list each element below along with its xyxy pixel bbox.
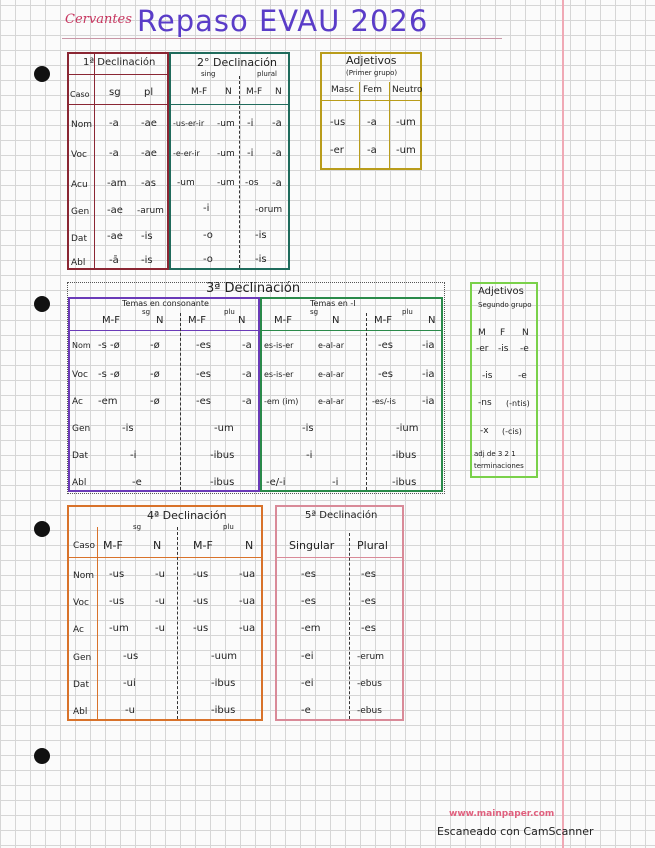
decl3-i-mf-sg: -em (im) <box>264 397 299 406</box>
decl1-case: Gen <box>71 207 90 217</box>
decl3-h-n: N <box>238 315 246 326</box>
decl3-i-mf-sg: es-is-er <box>264 370 294 379</box>
adj2-h-m: M <box>478 328 486 338</box>
adj1-title: Adjetivos <box>346 54 397 67</box>
decl4-case: Voc <box>73 598 89 608</box>
binder-hole <box>34 296 50 312</box>
decl3-i-stem-group <box>260 297 443 492</box>
decl2-pl-label: plural <box>257 70 277 78</box>
decl3-i-mf-pl: -ium <box>396 423 419 434</box>
decl3-cons-n-sg: -is <box>122 423 134 434</box>
decl1-table <box>67 52 169 270</box>
decl1-case: Voc <box>71 150 87 160</box>
adj2-note: adj de 3 2 1 <box>474 450 516 458</box>
decl3-cons-n-sg: -ø <box>150 340 160 351</box>
decl3-i-mf-pl: -es <box>378 340 393 351</box>
adj1-neutro: -um <box>396 117 416 128</box>
decl1-case: Abl <box>71 258 86 268</box>
decl2-mf-pl: -os <box>245 178 259 188</box>
decl3-cons-mf-pl: -es <box>196 340 211 351</box>
decl4-case: Gen <box>73 653 92 663</box>
decl4-case: Dat <box>73 680 89 690</box>
decl3-sg-label: sg <box>142 308 151 316</box>
decl4-title: 4ª Declinación <box>147 509 227 522</box>
decl3-h-mf: M-F <box>188 315 206 326</box>
decl4-h-n: N <box>153 539 162 552</box>
binder-hole <box>34 66 50 82</box>
decl4-h-mf: M-F <box>103 539 123 552</box>
decl4-n-sg: -us <box>123 651 139 662</box>
decl3-cons-n-pl: -a <box>242 369 252 380</box>
decl1-col-caso: Caso <box>70 90 90 99</box>
decl2-n-pl: -is <box>255 254 267 265</box>
decl4-mf-sg: -um <box>109 623 129 634</box>
decl2-mf-sg: -e-er-ir <box>173 149 200 158</box>
decl3-case: Gen <box>72 424 91 434</box>
adj1-h-fem: Fem <box>363 85 382 95</box>
decl1-sg-cell: -a <box>109 148 119 159</box>
adj2-cell: -e <box>520 344 529 354</box>
decl3-h-mf: M-F <box>374 315 392 326</box>
decl4-mf-sg: -us <box>109 596 125 607</box>
decl2-sg-label: sing <box>201 70 216 78</box>
decl5-sing: -e <box>301 705 311 716</box>
adj1-fem: -a <box>367 145 377 156</box>
decl3-cons-mf-pl: -ibus <box>210 450 235 461</box>
decl2-h-n: N <box>225 87 232 97</box>
decl3-i-n-sg: -is <box>302 423 314 434</box>
adj1-h-masc: Masc <box>331 85 354 95</box>
decl3-i-n-pl: -ia <box>422 340 435 351</box>
decl2-n-sg: -um <box>217 119 235 129</box>
decl3-cons-n-sg: -ø <box>150 369 160 380</box>
decl4-h-n: N <box>245 539 254 552</box>
decl3-cons-n-sg: -ø <box>150 396 160 407</box>
decl2-h-mf2: M-F <box>246 87 263 97</box>
decl3-i-n-sg: e-al-ar <box>318 341 345 350</box>
decl1-sg-cell: -a <box>109 118 119 129</box>
adj2-cell: (-ntis) <box>506 399 530 408</box>
decl1-pl-cell: -ae <box>141 118 157 129</box>
adj2-cell: -ns <box>478 398 492 408</box>
decl4-mf-pl: -us <box>193 596 209 607</box>
binder-hole <box>34 748 50 764</box>
decl3-i-mf-sg: -e/-i <box>266 477 286 488</box>
decl3-h-n: N <box>332 315 340 326</box>
adj2-cell: -is <box>482 371 493 381</box>
decl4-n-sg: -u <box>125 705 135 716</box>
decl4-mf-pl: -us <box>193 569 209 580</box>
decl3-cons-mf-pl: -es <box>196 396 211 407</box>
decl3-case: Voc <box>72 370 88 380</box>
adj1-h-neutro: Neutro <box>392 85 423 95</box>
adj2-h-n: N <box>522 328 529 338</box>
decl4-case: Nom <box>73 571 95 581</box>
decl4-mf-pl: -ibus <box>211 705 236 716</box>
decl3-plu-label: plu <box>224 308 235 316</box>
decl5-table <box>275 505 404 721</box>
decl5-h-sing: Singular <box>289 539 335 552</box>
decl4-n-pl: -ua <box>239 596 256 607</box>
decl5-plural: -erum <box>357 652 384 662</box>
decl4-h-mf: M-F <box>193 539 213 552</box>
decl3-cons-mf-sg: -s -ø <box>98 340 120 351</box>
decl4-n-sg: -u <box>155 569 165 580</box>
decl5-plural: -ebus <box>357 706 382 716</box>
decl3-case: Nom <box>72 341 91 350</box>
decl2-n-pl: -a <box>272 178 282 189</box>
decl3-cons-mf-pl: -ibus <box>210 477 235 488</box>
decl1-pl-cell: -is <box>141 231 153 242</box>
decl5-plural: -es <box>361 596 376 607</box>
adj1-masc: -er <box>330 145 344 156</box>
decl3-h-mf: M-F <box>102 315 120 326</box>
decl2-table <box>169 52 290 270</box>
decl2-n-sg: -o <box>203 254 213 265</box>
adj2-cell: -x <box>480 426 489 436</box>
decl4-case: Abl <box>73 707 88 717</box>
brand-logo: Cervantes <box>65 12 132 27</box>
decl3-table <box>67 282 445 494</box>
decl3-cons-n-sg: -e <box>132 477 142 488</box>
decl2-n-sg: -i <box>203 203 210 214</box>
decl3-i-mf-pl: -ibus <box>392 450 417 461</box>
decl3-consonant-group <box>68 297 260 492</box>
decl4-mf-pl: -us <box>193 623 209 634</box>
decl4-n-sg: -u <box>155 596 165 607</box>
decl2-mf-sg: -um <box>177 178 195 188</box>
decl3-sg-label: sg <box>310 308 319 316</box>
adj2-subtitle: Segundo grupo <box>478 301 532 309</box>
decl3-i-n-sg: e-al-ar <box>318 397 345 406</box>
decl3-i-mf-sg: es-is-er <box>264 341 294 350</box>
decl3-i-n-sg: -i <box>332 477 339 488</box>
decl2-title: 2° Declinación <box>197 56 277 69</box>
adj1-subtitle: (Primer grupo) <box>346 69 398 77</box>
decl2-mf-pl: -i <box>247 148 254 159</box>
decl1-pl-cell: -is <box>141 255 153 266</box>
adj2-cell: (-cis) <box>502 427 522 436</box>
margin-line <box>562 0 564 848</box>
footer-scan-label: Escaneado con CamScanner <box>437 825 594 838</box>
decl1-sg-cell: -ae <box>107 231 123 242</box>
decl2-n-sg: -um <box>217 149 235 159</box>
decl1-sg-cell: -ae <box>107 205 123 216</box>
decl3-cons-mf-pl: -um <box>214 423 234 434</box>
decl5-sing: -es <box>301 596 316 607</box>
decl2-mf-pl: -i <box>247 118 254 129</box>
decl3-title: 3ª Declinación <box>206 281 301 296</box>
decl1-case: Dat <box>71 234 87 244</box>
adj2-box <box>470 282 538 478</box>
decl2-mf-sg: -us-er-ir <box>173 119 205 128</box>
adj1-neutro: -um <box>396 145 416 156</box>
decl3-cons-n-pl: -a <box>242 340 252 351</box>
decl5-h-plural: Plural <box>357 539 388 552</box>
decl3-case: Dat <box>72 451 88 461</box>
decl3-i-mf-pl: -es <box>378 369 393 380</box>
decl3-temas-i: Temas en -I <box>310 299 356 308</box>
adj1-fem: -a <box>367 117 377 128</box>
decl3-case: Abl <box>72 478 87 488</box>
decl3-case: Ac <box>72 397 83 407</box>
decl3-cons-n-pl: -a <box>242 396 252 407</box>
decl3-cons-n-sg: -i <box>130 450 137 461</box>
adj2-cell: -e <box>518 371 527 381</box>
decl4-mf-pl: -ibus <box>211 678 236 689</box>
decl4-n-pl: -ua <box>239 623 256 634</box>
adj2-title: Adjetivos <box>478 286 524 297</box>
decl4-plu-label: plu <box>223 523 234 531</box>
decl5-sing: -em <box>301 623 321 634</box>
decl2-h-mf: M-F <box>191 87 208 97</box>
decl3-h-n: N <box>428 315 436 326</box>
decl4-mf-sg: -us <box>109 569 125 580</box>
decl1-col-pl: pl <box>144 87 154 98</box>
decl2-n-pl: -a <box>272 148 282 159</box>
decl5-plural: -es <box>361 569 376 580</box>
decl3-i-n-sg: -i <box>306 450 313 461</box>
decl3-i-n-pl: -ia <box>422 369 435 380</box>
decl4-case: Ac <box>73 625 84 635</box>
decl3-cons-mf-sg: -s -ø <box>98 369 120 380</box>
page-title: Repaso EVAU 2026 <box>137 4 429 38</box>
decl5-plural: -es <box>361 623 376 634</box>
decl1-sg-cell: -am <box>107 178 127 189</box>
decl3-i-n-pl: -ia <box>422 396 435 407</box>
decl2-n-sg: -o <box>203 230 213 241</box>
adj1-masc: -us <box>330 117 346 128</box>
decl3-cons-mf-sg: -em <box>98 396 118 407</box>
footer-url: www.mainpaper.com <box>449 809 555 819</box>
decl3-i-mf-pl: -ibus <box>392 477 417 488</box>
adj2-cell: -er <box>476 344 489 354</box>
decl1-pl-cell: -arum <box>137 206 164 216</box>
decl5-title: 5ª Declinación <box>305 510 378 521</box>
decl3-i-mf-pl: -es/-is <box>372 397 396 406</box>
decl3-cons-mf-pl: -es <box>196 369 211 380</box>
decl1-col-sg: sg <box>109 87 121 98</box>
decl1-sg-cell: -ā <box>109 255 119 266</box>
decl3-plu-label: plu <box>402 308 413 316</box>
decl5-sing: -ei <box>301 651 314 662</box>
decl2-h-n2: N <box>275 87 282 97</box>
adj2-h-f: F <box>500 328 506 338</box>
decl5-sing: -es <box>301 569 316 580</box>
decl4-sg-label: sg <box>133 523 142 531</box>
decl3-h-n: N <box>156 315 164 326</box>
decl1-pl-cell: -as <box>141 178 156 189</box>
decl1-title: 1ª Declinación <box>83 57 156 68</box>
decl1-pl-cell: -ae <box>141 148 157 159</box>
decl2-n-sg: -um <box>217 178 235 188</box>
decl4-h-caso: Caso <box>73 541 95 551</box>
decl1-case: Acu <box>71 180 88 190</box>
adj1-table <box>320 52 422 170</box>
decl4-table <box>67 505 263 721</box>
decl1-case: Nom <box>71 120 93 130</box>
decl4-n-sg: -ui <box>123 678 136 689</box>
decl2-n-pl: -orum <box>255 205 283 215</box>
decl5-sing: -ei <box>301 678 314 689</box>
decl4-mf-pl: -uum <box>211 651 238 662</box>
decl4-n-pl: -ua <box>239 569 256 580</box>
decl5-plural: -ebus <box>357 679 382 689</box>
adj2-note: terminaciones <box>474 462 524 470</box>
adj2-cell: -is <box>498 344 509 354</box>
title-underline <box>62 38 502 39</box>
decl3-i-n-sg: e-al-ar <box>318 370 345 379</box>
decl3-h-mf: M-F <box>274 315 292 326</box>
decl2-n-pl: -a <box>272 118 282 129</box>
decl2-n-pl: -is <box>255 230 267 241</box>
decl3-temas-cons: Temas en consonante <box>122 299 209 308</box>
binder-hole <box>34 521 50 537</box>
decl4-n-sg: -u <box>155 623 165 634</box>
